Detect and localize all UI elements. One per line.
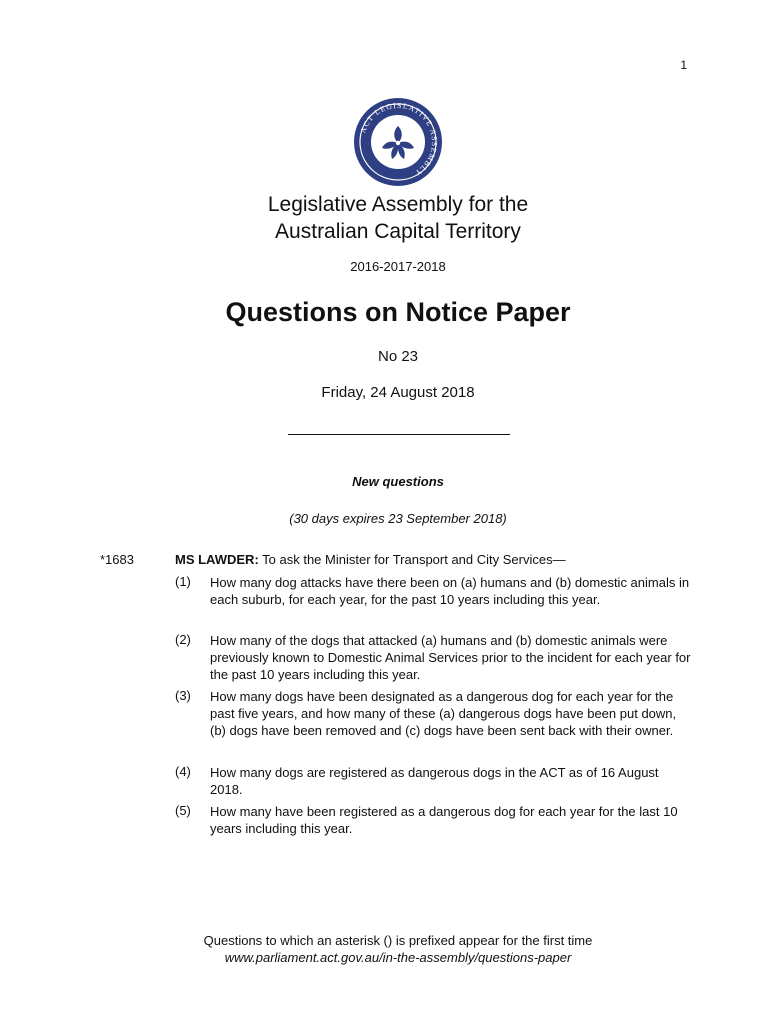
question-item-number: (1) [175, 574, 191, 589]
paper-number: No 23 [377, 348, 419, 365]
member-name: MS LAWDER: [175, 552, 259, 567]
act-legislative-assembly-seal-icon [352, 96, 444, 188]
question-item-number: (5) [175, 803, 191, 818]
assembly-name-line-1: Legislative Assembly for the [267, 193, 529, 216]
question-prompt: To ask the Minister for Transport and City Services— [258, 552, 566, 567]
question-item-text: How many dog attacks have there been on (a) humans and (b) domestic animals in each suburb, for each year, for the past 10 years including this year. [210, 575, 690, 607]
section-divider [288, 434, 510, 435]
paper-date: Friday, 24 August 2018 [321, 384, 475, 401]
question-item-number: (4) [175, 764, 191, 779]
question-heading [175, 552, 695, 567]
question-number: *1683 [100, 552, 134, 567]
question-item-text: How many have been registered as a dangerous dog for each year for the last 10 years including this year. [210, 804, 678, 836]
page-number: 1 [680, 58, 687, 72]
question-item-text: How many dogs are registered as dangerous dogs in the ACT as of 16 August 2018. [210, 765, 659, 797]
question-item-number: (2) [175, 632, 191, 647]
footer-url: www.parliament.act.gov.au/in-the-assembly/questions-paper [224, 950, 572, 965]
question-item-text: How many of the dogs that attacked (a) humans and (b) domestic animals were previously known to Domestic Animal Services prior to the incident for each year for the past 10 years including this year. [210, 633, 691, 682]
svg-text:ACT LEGISLATIVE ASSEMBLY: ACT LEGISLATIVE ASSEMBLY [358, 100, 440, 179]
question-item-text: How many dogs have been designated as a dangerous dog for each year for the past five years, and how many of these (a) dangerous dogs have been put down, (b) dogs have been removed and (c) dogs have been sent back with their owner. [210, 689, 677, 738]
assembly-name-line-2: Australian Capital Territory [275, 220, 521, 243]
footer-note: Questions to which an asterisk () is prefixed appear for the first time [203, 933, 593, 948]
question-item-number: (3) [175, 688, 191, 703]
expiry-note: (30 days expires 23 September 2018) [289, 511, 507, 526]
session-years: 2016-2017-2018 [350, 259, 446, 274]
page-title: Questions on Notice Paper [225, 297, 571, 327]
section-title: New questions [352, 474, 444, 489]
